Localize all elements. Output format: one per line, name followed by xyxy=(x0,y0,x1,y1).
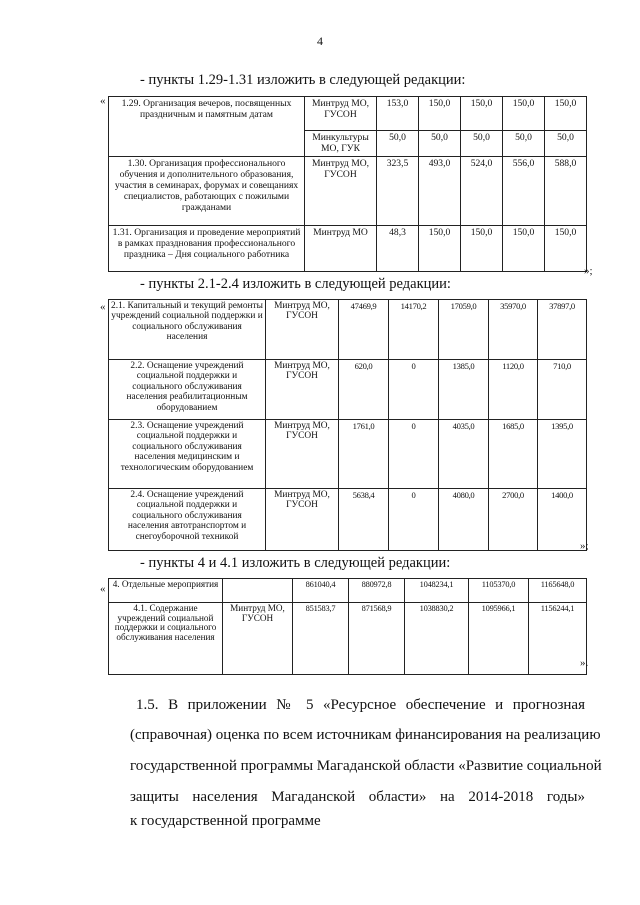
section-3-heading: - пункты 4 и 4.1 изложить в следующей редакции: xyxy=(140,555,451,571)
paragraph-text: (справочная) оценка по всем источникам финансирования на реализацию xyxy=(130,727,601,743)
section-3-open-quote: « xyxy=(100,583,106,595)
cell-value: 323,5 xyxy=(377,157,419,226)
paragraph-line-3 xyxy=(130,758,602,775)
paragraph-word: годы» xyxy=(546,789,585,805)
cell-value: 1048234,1 xyxy=(405,579,469,603)
cell-value: 1385,0 xyxy=(439,360,489,420)
cell-value: 0 xyxy=(389,360,439,420)
paragraph-text: государственной программы Магаданской области «Развитие социальной xyxy=(130,758,602,774)
cell-value: 620,0 xyxy=(339,360,389,420)
cell-value: 1400,0 xyxy=(538,489,587,551)
row-executor: Минтруд МО, ГУСОН xyxy=(305,97,377,131)
paragraph-word: защиты xyxy=(130,789,179,805)
row-executor: Минтруд МО, ГУСОН xyxy=(266,489,339,551)
section-2-table xyxy=(108,299,587,551)
section-3-close-quote: ». xyxy=(580,657,589,669)
cell-value: 50,0 xyxy=(377,131,419,157)
cell-value: 150,0 xyxy=(461,97,503,131)
paragraph-text: 1.5. В приложении № 5 «Ресурсное обеспечение и прогнозная xyxy=(136,697,585,713)
cell-value: 2700,0 xyxy=(489,489,538,551)
section-2-heading: - пункты 2.1-2.4 изложить в следующей редакции: xyxy=(140,276,451,292)
paragraph-line-2 xyxy=(130,727,601,744)
table-row xyxy=(109,97,587,131)
row-executor: Минтруд МО, ГУСОН xyxy=(223,603,293,675)
paragraph-word: населения xyxy=(192,789,258,805)
cell-value: 1156244,1 xyxy=(529,603,587,675)
cell-value: 47469,9 xyxy=(339,300,389,360)
row-executor: Минтруд МО, ГУСОН xyxy=(266,300,339,360)
cell-value: 1038830,2 xyxy=(405,603,469,675)
cell-value: 880972,8 xyxy=(349,579,405,603)
cell-value: 150,0 xyxy=(503,226,545,272)
table-row xyxy=(109,420,587,489)
cell-value: 1685,0 xyxy=(489,420,538,489)
row-executor xyxy=(223,579,293,603)
section-1-open-quote: « xyxy=(100,95,106,107)
cell-value: 861040,4 xyxy=(293,579,349,603)
paragraph-word: области» xyxy=(368,789,427,805)
section-2-close-quote: »; xyxy=(580,540,589,552)
cell-value: 50,0 xyxy=(503,131,545,157)
cell-value: 17059,0 xyxy=(439,300,489,360)
table-row xyxy=(109,360,587,420)
cell-value: 0 xyxy=(389,489,439,551)
cell-value: 50,0 xyxy=(545,131,587,157)
cell-value: 524,0 xyxy=(461,157,503,226)
cell-value: 150,0 xyxy=(545,226,587,272)
row-name: 4. Отдельные мероприятия xyxy=(109,579,223,603)
cell-value: 710,0 xyxy=(538,360,587,420)
section-3-table xyxy=(108,578,587,675)
table-row xyxy=(109,603,587,675)
cell-value: 851583,7 xyxy=(293,603,349,675)
cell-value: 153,0 xyxy=(377,97,419,131)
cell-value: 150,0 xyxy=(419,226,461,272)
paragraph-line-1 xyxy=(136,697,585,714)
row-executor: Минтруд МО xyxy=(305,226,377,272)
row-executor: Минкультуры МО, ГУК xyxy=(305,131,377,157)
cell-value: 37897,0 xyxy=(538,300,587,360)
section-2-open-quote: « xyxy=(100,301,106,313)
cell-value: 588,0 xyxy=(545,157,587,226)
cell-value: 150,0 xyxy=(419,97,461,131)
cell-value: 1165648,0 xyxy=(529,579,587,603)
section-1-table xyxy=(108,96,587,272)
cell-value: 1105370,0 xyxy=(469,579,529,603)
cell-value: 1761,0 xyxy=(339,420,389,489)
row-executor: Минтруд МО, ГУСОН xyxy=(266,360,339,420)
table-row xyxy=(109,157,587,226)
cell-value: 150,0 xyxy=(461,226,503,272)
cell-value: 50,0 xyxy=(461,131,503,157)
paragraph-word: 2014-2018 xyxy=(468,789,534,805)
row-name: 2.1. Капитальный и текущий ремонты учреждений социальной поддержки и социального обслуживания населения xyxy=(109,300,266,360)
cell-value: 35970,0 xyxy=(489,300,538,360)
table-row xyxy=(109,489,587,551)
table-row xyxy=(109,300,587,360)
cell-value: 50,0 xyxy=(419,131,461,157)
cell-value: 871568,9 xyxy=(349,603,405,675)
paragraph-word: Магаданской xyxy=(271,789,356,805)
row-name: 4.1. Содержание учреждений социальной поддержки и социального обслуживания населения xyxy=(109,603,223,675)
cell-value: 556,0 xyxy=(503,157,545,226)
cell-value: 48,3 xyxy=(377,226,419,272)
row-executor: Минтруд МО, ГУСОН xyxy=(266,420,339,489)
paragraph-line-5: к государственной программе xyxy=(130,813,321,829)
page-number: 4 xyxy=(317,34,323,48)
row-name: 2.3. Оснащение учреждений социальной поддержки и социального обслуживания населения медицинским и технологическим оборудованием xyxy=(109,420,266,489)
row-name: 2.4. Оснащение учреждений социальной поддержки и социального обслуживания населения автотранспортом и снегоуборочной техникой xyxy=(109,489,266,551)
cell-value: 1120,0 xyxy=(489,360,538,420)
cell-value: 5638,4 xyxy=(339,489,389,551)
row-executor: Минтруд МО, ГУСОН xyxy=(305,157,377,226)
paragraph-word: на xyxy=(440,789,455,805)
cell-value: 4080,0 xyxy=(439,489,489,551)
table-row xyxy=(109,226,587,272)
cell-value: 493,0 xyxy=(419,157,461,226)
cell-value: 14170,2 xyxy=(389,300,439,360)
cell-value: 0 xyxy=(389,420,439,489)
cell-value: 1095966,1 xyxy=(469,603,529,675)
section-1-heading: - пункты 1.29-1.31 изложить в следующей редакции: xyxy=(140,72,466,88)
cell-value: 150,0 xyxy=(545,97,587,131)
cell-value: 1395,0 xyxy=(538,420,587,489)
section-1-close-quote: »; xyxy=(584,265,593,277)
paragraph-line-4 xyxy=(130,789,585,806)
row-name: 1.30. Организация профессионального обучения и дополнительного образования, участия в семинарах, форумах и совещаниях специалистов, работающих с пожилыми гражданами xyxy=(109,157,305,226)
row-name: 2.2. Оснащение учреждений социальной поддержки и социального обслуживания населения реабилитационным оборудованием xyxy=(109,360,266,420)
cell-value: 4035,0 xyxy=(439,420,489,489)
row-name: 1.31. Организация и проведение мероприятий в рамках празднования профессионального праздника – Дня социального работника xyxy=(109,226,305,272)
cell-value: 150,0 xyxy=(503,97,545,131)
row-name: 1.29. Организация вечеров, посвященных праздничным и памятным датам xyxy=(109,97,305,157)
table-row xyxy=(109,579,587,603)
